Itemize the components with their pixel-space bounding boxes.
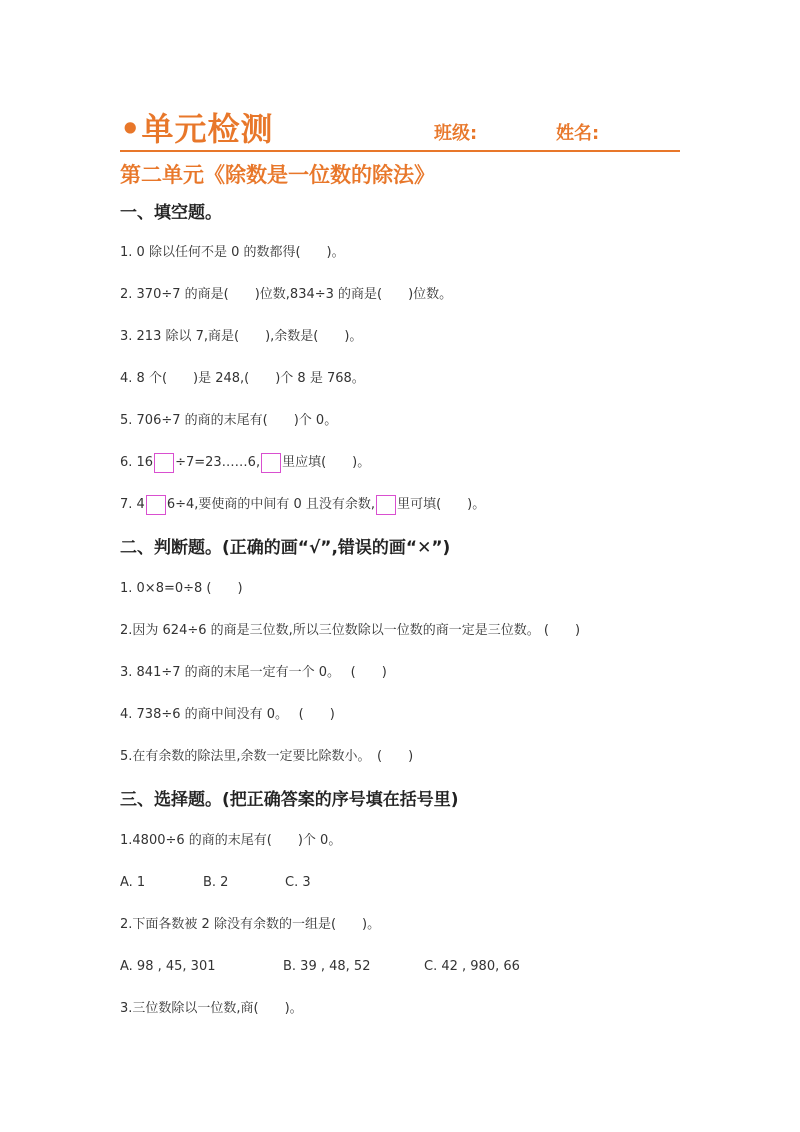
fill-question-6-part-c: 里应填( )。 (282, 455, 371, 470)
fill-question-1: 1. 0 除以任何不是 0 的数都得( )。 (120, 245, 345, 260)
choice-question-2: 2.下面各数被 2 除没有余数的一组是( )。 (120, 917, 381, 932)
fill-question-6 (120, 452, 370, 474)
choice-question-1: 1.4800÷6 的商的末尾有( )个 0。 (120, 833, 342, 848)
judge-question-4: 4. 738÷6 的商中间没有 0。 ( ) (120, 707, 335, 722)
judge-question-1: 1. 0×8=0÷8 ( ) (120, 581, 243, 596)
fill-question-7-part-c: 里可填( )。 (397, 497, 486, 512)
fill-question-7-part-b: 6÷4,要使商的中间有 0 且没有余数, (166, 497, 376, 512)
fill-question-3: 3. 213 除以 7,商是( ),余数是( )。 (120, 329, 363, 344)
worksheet-title: •单元检测 (120, 110, 274, 148)
fill-question-4: 4. 8 个( )是 248,( )个 8 是 768。 (120, 371, 365, 386)
name-label: 姓名: (556, 123, 600, 144)
answer-box (261, 453, 281, 473)
choice-2-option-a: A. 98 , 45, 301 (120, 959, 216, 974)
section-choice-title: 三、选择题。(把正确答案的序号填在括号里) (120, 790, 459, 810)
worksheet-header (120, 108, 680, 152)
section-fill-blank-title: 一、填空题。 (120, 203, 222, 223)
answer-box (154, 453, 174, 473)
answer-box (146, 495, 166, 515)
fill-question-7-part-a: 7. 4 (120, 497, 145, 512)
fill-question-5: 5. 706÷7 的商的末尾有( )个 0。 (120, 413, 338, 428)
choice-1-option-a: A. 1 (120, 875, 146, 890)
fill-question-7 (120, 494, 485, 516)
choice-question-3: 3.三位数除以一位数,商( )。 (120, 1001, 303, 1016)
choice-2-option-b: B. 39 , 48, 52 (283, 959, 371, 974)
fill-question-6-part-b: ÷7=23……6, (175, 455, 261, 470)
judge-question-5: 5.在有余数的除法里,余数一定要比除数小。 ( ) (120, 749, 414, 764)
choice-1-option-b: B. 2 (203, 875, 229, 890)
fill-question-2: 2. 370÷7 的商是( )位数,834÷3 的商是( )位数。 (120, 287, 453, 302)
section-judge-title: 二、判断题。(正确的画“√”,错误的画“✕”) (120, 538, 451, 558)
choice-1-option-c: C. 3 (285, 875, 311, 890)
answer-box (376, 495, 396, 515)
judge-question-3: 3. 841÷7 的商的末尾一定有一个 0。 ( ) (120, 665, 387, 680)
judge-question-2: 2.因为 624÷6 的商是三位数,所以三位数除以一位数的商一定是三位数。 ( ) (120, 623, 581, 638)
unit-title: 第二单元《除数是一位数的除法》 (120, 163, 435, 187)
fill-question-6-part-a: 6. 16 (120, 455, 154, 470)
class-label: 班级: (434, 123, 478, 144)
choice-2-option-c: C. 42 , 980, 66 (424, 959, 520, 974)
